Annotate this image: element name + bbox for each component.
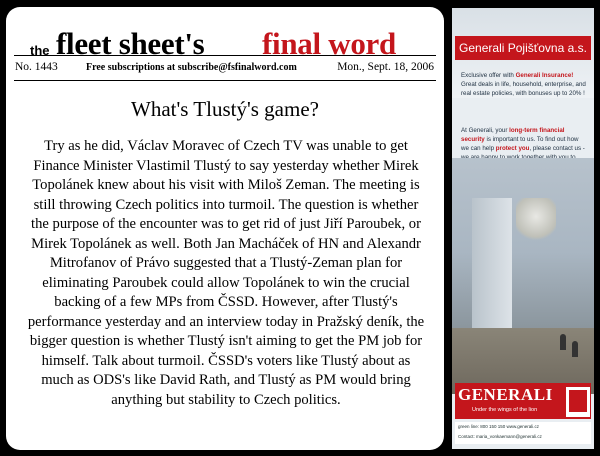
generali-ad-banner[interactable] [452, 8, 594, 449]
subscribe-link[interactable]: Free subscriptions at subscribe@fsfinalword.com [86, 62, 297, 73]
ad-brand-title[interactable]: Generali Pojišťovna a.s. [455, 36, 591, 60]
ad-photo-tower [472, 198, 512, 328]
masthead-title-red: final word [262, 26, 396, 61]
ad-paragraph-2: At Generali, your long-term financial security is important to us. To find out how we can help protect you, please contact us - [461, 127, 585, 152]
ad-paragraph-1: Exclusive offer with Generali Insurance! Great deals in life, household, enterprise, and real estate policies, with bonuses up to 20% ! [461, 72, 586, 97]
divider-bottom [14, 80, 436, 81]
divider-top [14, 55, 436, 56]
article-headline: What's Tlustý's game? [131, 97, 319, 121]
article-body: Try as he did, Václav Moravec of Czech TV was unable to get Finance Minister Vlastimil Tlustý to say yesterday whether Mirek Topolánek knew about his visit with Miloš Zeman. The meeting is still throwing Czech politics into turmoil. The question is whether the purpose of the encounter was to get rid of just Jiří Paroubek, or Mirek Topolánek as well. Both Jan Macháček of HN and Alexandr Mitrofanov of Právo suggested that a Tlustý-Zeman plan for eliminating Paroubek could allow Topolánek to win the crucial backing of a few MPs from ČSSD. However, after Tlustý's performance yesterday and an interview today in Pražský deník, the bigger question is whether Tlustý isn't aiming to get the PM job for himself. Talk about turmoil. ČSSD's voters like Tlustý about as much as ODS's like David Rath, and Tlustý as PM would bring anything but stability to Czech politics. [27, 138, 425, 408]
issue-date: Mon., Sept. 18, 2006 [337, 61, 434, 73]
lion-logo-icon [566, 387, 590, 417]
generali-logo: GENERALI [458, 385, 553, 404]
info-bar [6, 59, 444, 77]
lion-statue-image [516, 198, 556, 244]
ad-tagline: Under the wings of the lion [472, 407, 538, 413]
ad-footer-line-1: green line: 800 150 150 www.generali.cz [458, 424, 540, 429]
ad-photo-person [572, 341, 578, 357]
issue-number: No. 1443 [15, 61, 58, 73]
ad-footer-contact[interactable]: Contact: maria_vonkaemann@generali.cz [458, 434, 542, 439]
masthead-title: fleet sheet's [56, 26, 205, 61]
newsletter-card [6, 7, 444, 450]
masthead-the: the [30, 43, 50, 58]
ad-photo-person [560, 334, 566, 350]
